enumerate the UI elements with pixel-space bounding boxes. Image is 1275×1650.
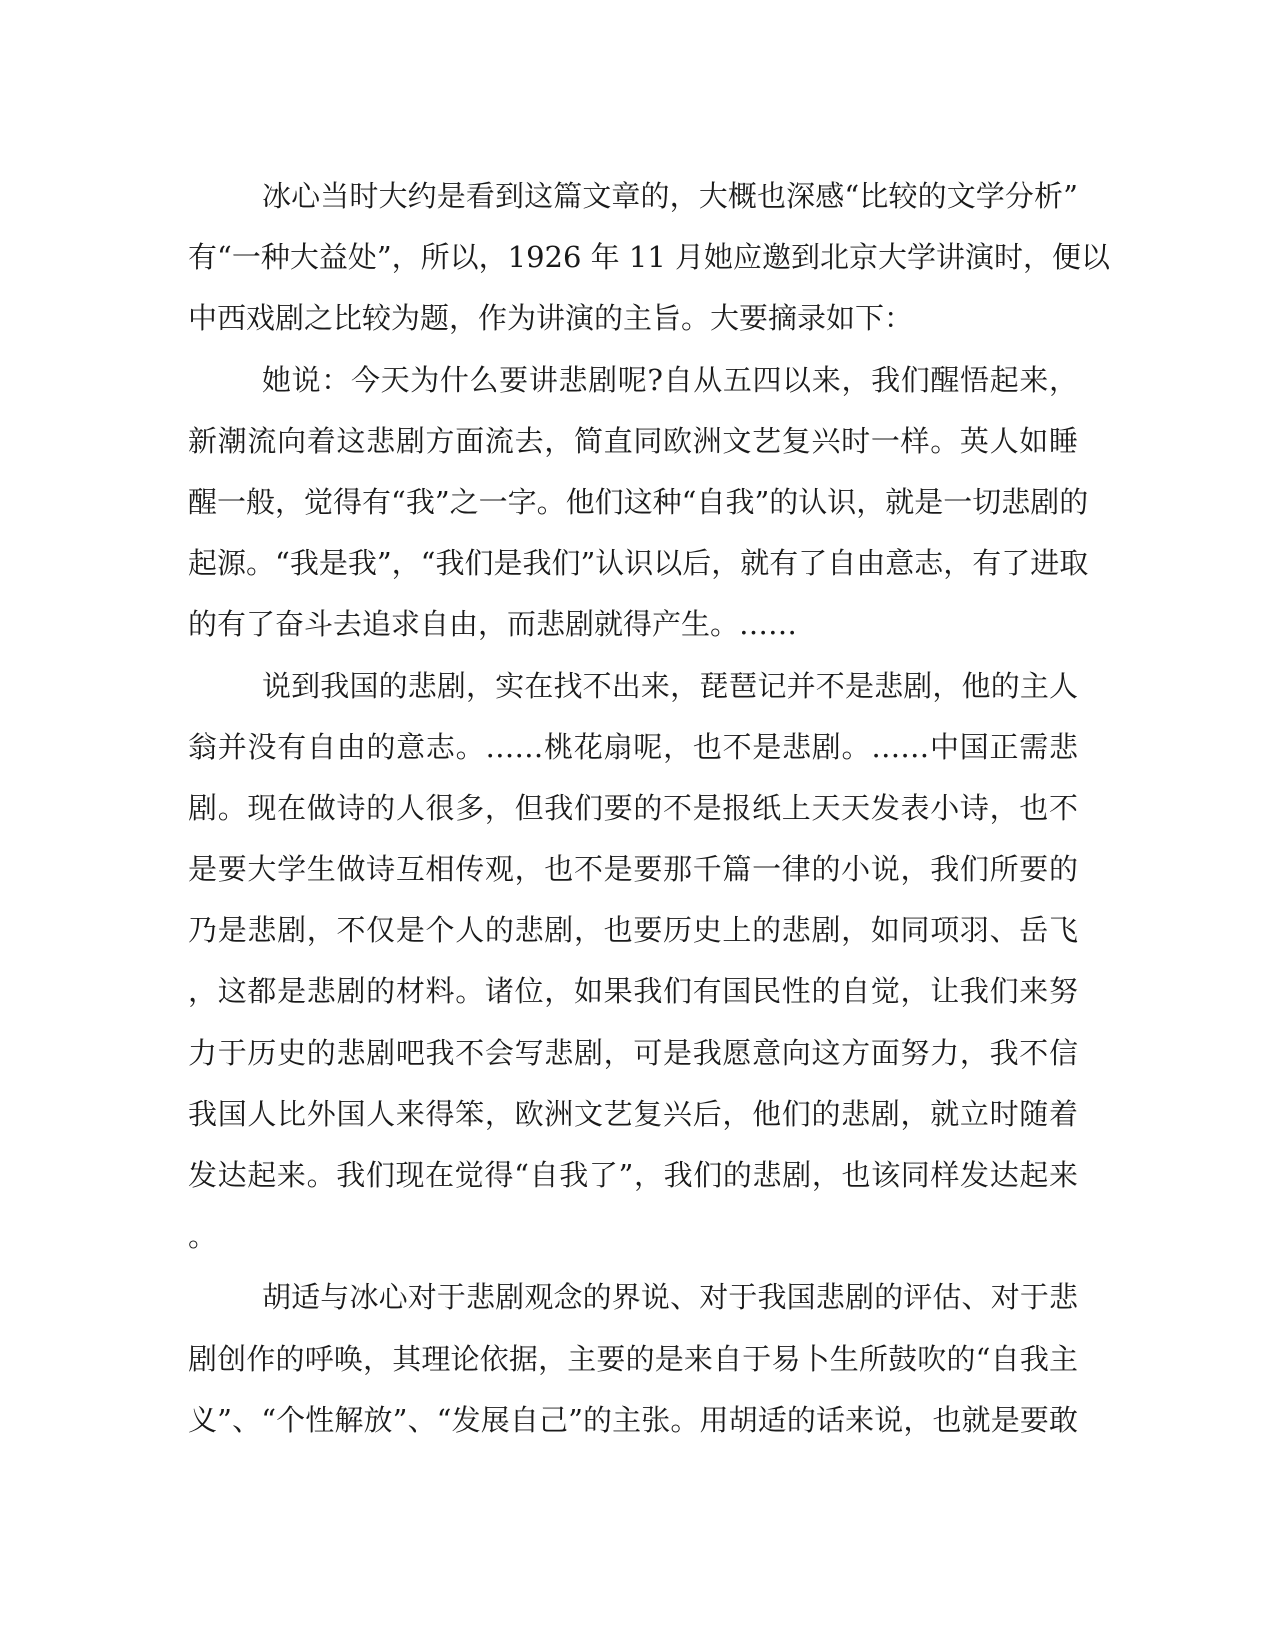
text-line: 起源。“我是我”，“我们是我们”认识以后，就有了自由意志，有了进取 xyxy=(188,546,1089,581)
text-line: 的有了奋斗去追求自由，而悲剧就得产生。…… xyxy=(188,607,798,642)
paragraph-4 xyxy=(188,1267,1078,1451)
paragraph-1 xyxy=(188,166,1111,350)
text-line: 胡适与冰心对于悲剧观念的界说、对于我国悲剧的评估、对于悲 xyxy=(262,1280,1078,1315)
text-line: 发达起来。我们现在觉得“自我了”，我们的悲剧，也该同样发达起来 xyxy=(188,1158,1078,1192)
paragraph-2 xyxy=(188,350,1089,656)
body-text xyxy=(188,166,1111,1451)
text-line: 新潮流向着这悲剧方面流去，简直同欧洲文艺复兴时一样。英人如睡 xyxy=(188,423,1078,458)
text-line: 剧。现在做诗的人很多，但我们要的不是报纸上天天发表小诗，也不 xyxy=(188,790,1078,825)
text-line: 醒一般，觉得有“我”之一字。他们这种“自我”的认识，就是一切悲剧的 xyxy=(188,484,1089,519)
paragraph-3 xyxy=(188,656,1078,1268)
text-line: ，这都是悲剧的材料。诸位，如果我们有国民性的自觉，让我们来努 xyxy=(188,974,1078,1009)
text-line: 翁并没有自由的意志。……桃花扇呢，也不是悲剧。……中国正需悲 xyxy=(188,729,1078,764)
text-line: 乃是悲剧，不仅是个人的悲剧，也要历史上的悲剧，如同项羽、岳飞 xyxy=(188,913,1078,948)
text-line: 有“一种大益处”，所以，1926 年 11 月她应邀到北京大学讲演时，便以 xyxy=(188,240,1111,275)
text-line: 是要大学生做诗互相传观，也不是要那千篇一律的小说，我们所要的 xyxy=(188,852,1078,887)
text-line: 义”、“个性解放”、“发展自己”的主张。用胡适的话来说，也就是要敢 xyxy=(188,1402,1078,1437)
text-line: 。 xyxy=(188,1219,218,1254)
text-line: 中西戏剧之比较为题，作为讲演的主旨。大要摘录如下： xyxy=(188,301,914,336)
text-line: 我国人比外国人来得笨，欧洲文艺复兴后，他们的悲剧，就立时随着 xyxy=(188,1096,1078,1131)
text-line: 剧创作的呼唤，其理论依据，主要的是来自于易卜生所鼓吹的“自我主 xyxy=(188,1341,1078,1376)
text-line: 冰心当时大约是看到这篇文章的，大概也深感“比较的文学分析” xyxy=(262,179,1078,213)
text-line: 她说：今天为什么要讲悲剧呢?自从五四以来，我们醒悟起来， xyxy=(262,362,1078,397)
text-line: 说到我国的悲剧，实在找不出来，琵琶记并不是悲剧，他的主人 xyxy=(262,668,1078,703)
text-line: 力于历史的悲剧吧我不会写悲剧，可是我愿意向这方面努力，我不信 xyxy=(188,1035,1078,1070)
